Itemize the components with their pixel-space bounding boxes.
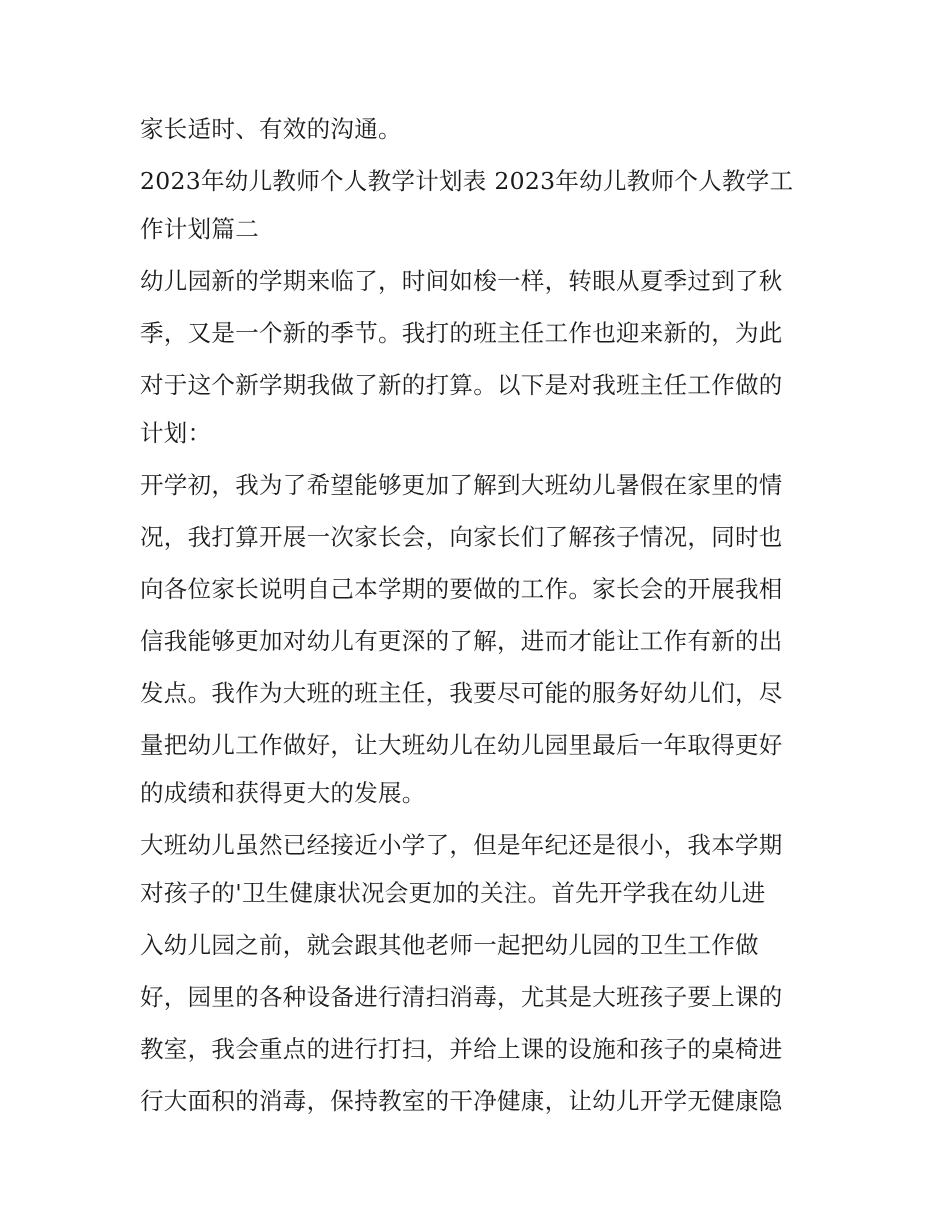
text-line: 发点。我作为大班的班主任，我要尽可能的服务好幼儿们，尽: [140, 679, 783, 707]
text-line: 计划：: [140, 419, 212, 447]
text-line: 向各位家长说明自己本学期的要做的工作。家长会的开展我相: [140, 575, 783, 603]
text-line: 好，园里的各种设备进行清扫消毒，尤其是大班孩子要上课的: [140, 983, 783, 1011]
text-line: 对孩子的'卫生健康状况会更加的关注。首先开学我在幼儿进: [140, 879, 766, 907]
text-line: 家长适时、有效的沟通。: [140, 115, 402, 143]
text-line: 行大面积的消毒，保持教室的干净健康，让幼儿开学无健康隐: [140, 1087, 783, 1115]
text-line: 入幼儿园之前，就会跟其他老师一起把幼儿园的卫生工作做: [140, 931, 759, 959]
text-line: 季，又是一个新的季节。我打的班主任工作也迎来新的，为此: [140, 319, 783, 347]
text-line: 幼儿园新的学期来临了，时间如梭一样，转眼从夏季过到了秋: [140, 267, 783, 295]
text-line: 对于这个新学期我做了新的打算。以下是对我班主任工作做的: [140, 371, 783, 399]
text-line: 教室，我会重点的进行打扫，并给上课的设施和孩子的桌椅进: [140, 1035, 783, 1063]
text-line: 的成绩和获得更大的发展。: [140, 779, 426, 807]
section-heading-line: 作计划篇二: [140, 215, 259, 243]
text-line: 量把幼儿工作做好，让大班幼儿在幼儿园里最后一年取得更好: [140, 731, 783, 759]
section-heading-line: 2023年幼儿教师个人教学计划表 2023年幼儿教师个人教学工: [140, 167, 794, 195]
text-line: 大班幼儿虽然已经接近小学了，但是年纪还是很小，我本学期: [140, 831, 783, 859]
text-line: 开学初，我为了希望能够更加了解到大班幼儿暑假在家里的情: [140, 471, 783, 499]
text-line: 况，我打算开展一次家长会，向家长们了解孩子情况，同时也: [140, 523, 783, 551]
text-line: 信我能够更加对幼儿有更深的了解，进而才能让工作有新的出: [140, 627, 783, 655]
